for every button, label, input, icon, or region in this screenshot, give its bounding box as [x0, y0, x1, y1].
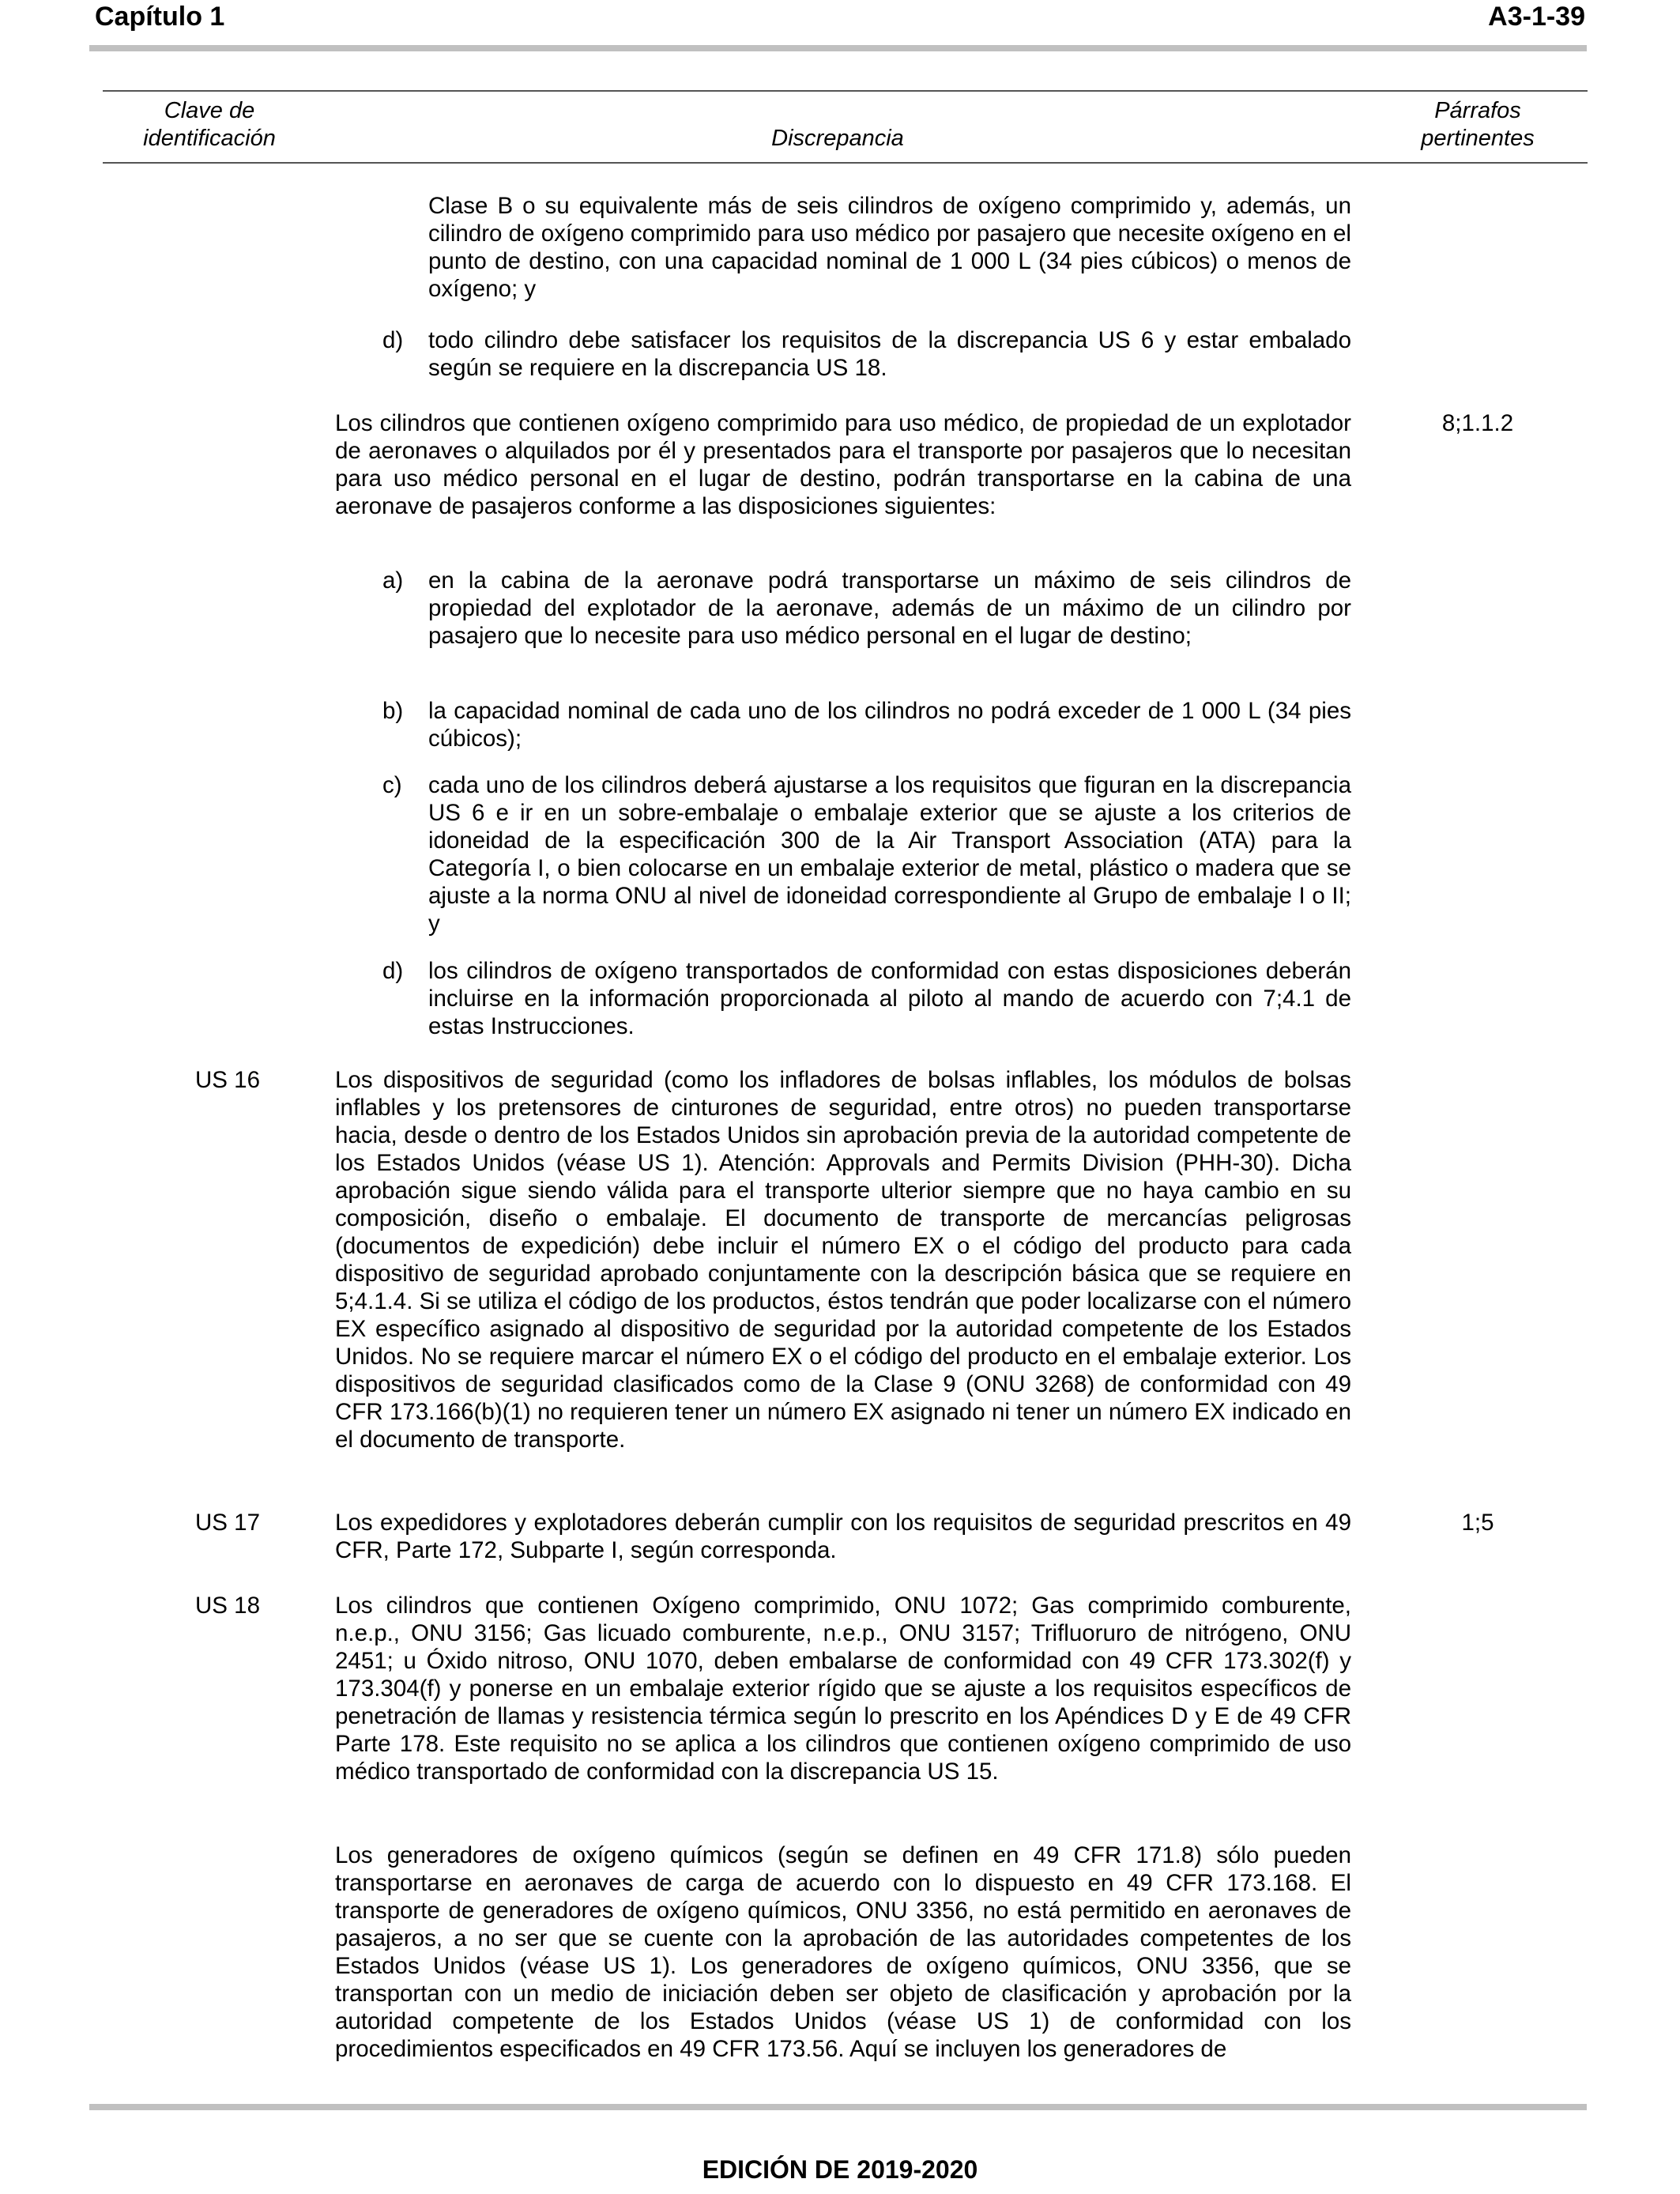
list-label: a): [382, 567, 404, 594]
continuation-paragraph: Clase B o su equivalente más de seis cilindros de oxígeno comprimido y, además, un cilindro de oxígeno comprimido para uso médico por pasajero que necesite oxígeno en el punto de destino, con una capacidad nominal de 1 000 L (34 pies cúbicos) o menos de oxígeno; y: [428, 193, 1351, 302]
column-header-id: [119, 97, 300, 153]
chapter-title: Capítulo 1: [95, 2, 225, 32]
table-header-rule: [103, 162, 1588, 164]
list-item-text: cada uno de los cilindros deberá ajustarse a los requisitos que figuran en la discrepancia US 6 e ir en un sobre-embalaje o embalaje exterior que se ajuste a los criterios de idoneidad de la especificación 300 de la Air Transport Association (ATA) para la Categoría I, o bien colocarse en un embalaje exterior de metal, plástico o madera que se ajuste a la norma ONU al nivel de idoneidad correspondiente al Grupo de embalaje I o II; y: [428, 772, 1351, 937]
table-top-rule: [103, 90, 1588, 92]
edition-footer: EDICIÓN DE 2019-2020: [702, 2155, 978, 2184]
identification-key: US 17: [195, 1510, 260, 1536]
list-label: d): [382, 958, 404, 984]
page-reference: A3-1-39: [1488, 2, 1585, 32]
column-header-paragraphs-line1: Párrafos: [1434, 98, 1521, 123]
list-label: d): [382, 327, 404, 353]
header-rule: [89, 45, 1587, 51]
discrepancy-text: Los generadores de oxígeno químicos (según se definen en 49 CFR 171.8) sólo pueden transportarse en aeronaves de carga de acuerdo con lo dispuesto en 49 CFR 173.168. El transporte de generadores de oxígeno químicos, ONU 3356, no está permitido en aeronaves de pasajeros, a no ser que se cuente con la aprobación de las autoridades competentes de los Estados Unidos (véase US 1). Los generadores de oxígeno químicos, ONU 3356, que se transportan con un medio de iniciación deben ser objeto de clasificación y aprobación por la autoridad competente de los Estados Unidos (véase US 1) de conformidad con los procedimientos especificados en 49 CFR 173.56. Aquí se incluyen los generadores de: [335, 1842, 1351, 2062]
list-item-text: la capacidad nominal de cada uno de los cilindros no podrá exceder de 1 000 L (34 pies cúbicos);: [428, 698, 1351, 752]
paragraph-reference: 1;5: [1461, 1510, 1494, 1536]
paragraph-reference: 8;1.1.2: [1441, 410, 1514, 436]
list-item-text: los cilindros de oxígeno transportados de conformidad con estas disposiciones deberán incluirse en la información proporcionada al piloto al mando de acuerdo con 7;4.1 de estas Instrucciones.: [428, 958, 1351, 1039]
list-item-text: todo cilindro debe satisfacer los requisitos de la discrepancia US 6 y estar embalado según se requiere en la discrepancia US 18.: [428, 327, 1351, 381]
column-header-paragraphs: [1399, 97, 1557, 153]
list-label: b): [382, 698, 404, 724]
column-header-id-line1: Clave de: [164, 98, 255, 123]
identification-key: US 18: [195, 1593, 260, 1619]
list-label: c): [382, 772, 402, 798]
column-header-paragraphs-line2: pertinentes: [1421, 126, 1535, 151]
column-header-id-line2: identificación: [143, 126, 276, 151]
discrepancy-text: Los dispositivos de seguridad (como los infladores de bolsas inflables, los módulos de bolsas inflables y los pretensores de cinturones de seguridad, entre otros) no pueden transportarse hacia, desde o dentro de los Estados Unidos sin aprobación previa de la autoridad competente de los Estados Unidos (véase US 1). Atención: Approvals and Permits Division (PHH-30). Dicha aprobación sigue siendo válida para el transporte ulterior siempre que no haya cambio en su composición, diseño o embalaje. El documento de transporte de mercancías peligrosas (documentos de expedición) debe incluir el número EX o el código del producto para cada dispositivo de seguridad aprobado conjuntamente con la descripción básica que se requiere en 5;4.1.4. Si se utiliza el código de los productos, éstos tendrán que poder localizarse con el número EX específico asignado al dispositivo de seguridad por la autoridad competente de los Estados Unidos. No se requiere marcar el número EX o el código del producto en el embalaje exterior. Los dispositivos de seguridad clasificados como de la Clase 9 (ONU 3268) de conformidad con 49 CFR 173.166(b)(1) no requieren tener un número EX asignado ni tener un número EX indicado en el documento de transporte.: [335, 1067, 1351, 1453]
list-item-text: en la cabina de la aeronave podrá transportarse un máximo de seis cilindros de propiedad del explotador de la aeronave, además de un máximo de un cilindro por pasajero que lo necesite para uso médico personal en el lugar de destino;: [428, 567, 1351, 649]
footer-rule: [89, 2104, 1587, 2110]
identification-key: US 16: [195, 1067, 260, 1093]
column-header-discrepancy: Discrepancia: [771, 126, 904, 151]
discrepancy-text: Los cilindros que contienen Oxígeno comprimido, ONU 1072; Gas comprimido comburente, n.e.p., ONU 3156; Gas licuado comburente, n.e.p., ONU 3157; Trifluoruro de nitrógeno, ONU 2451; u Óxido nitroso, ONU 1070, deben embalarse de conformidad con 49 CFR 173.302(f) y 173.304(f) y ponerse en un embalaje exterior rígido que se ajuste a los requisitos específicos de penetración de llamas y resistencia térmica según lo prescrito en los Apéndices D y E de 49 CFR Parte 178. Este requisito no se aplica a los cilindros que contienen oxígeno comprimido de uso médico transportado de conformidad con la discrepancia US 15.: [335, 1593, 1351, 1785]
discrepancy-text: Los expedidores y explotadores deberán cumplir con los requisitos de seguridad prescritos en 49 CFR, Parte 172, Subparte I, según corresponda.: [335, 1510, 1351, 1563]
cylinders-intro-paragraph: Los cilindros que contienen oxígeno comprimido para uso médico, de propiedad de un explotador de aeronaves o alquilados por él y presentados para el transporte por pasajeros que lo necesitan para uso médico personal en el lugar de destino, podrán transportarse en la cabina de una aeronave de pasajeros conforme a las disposiciones siguientes:: [335, 410, 1351, 519]
